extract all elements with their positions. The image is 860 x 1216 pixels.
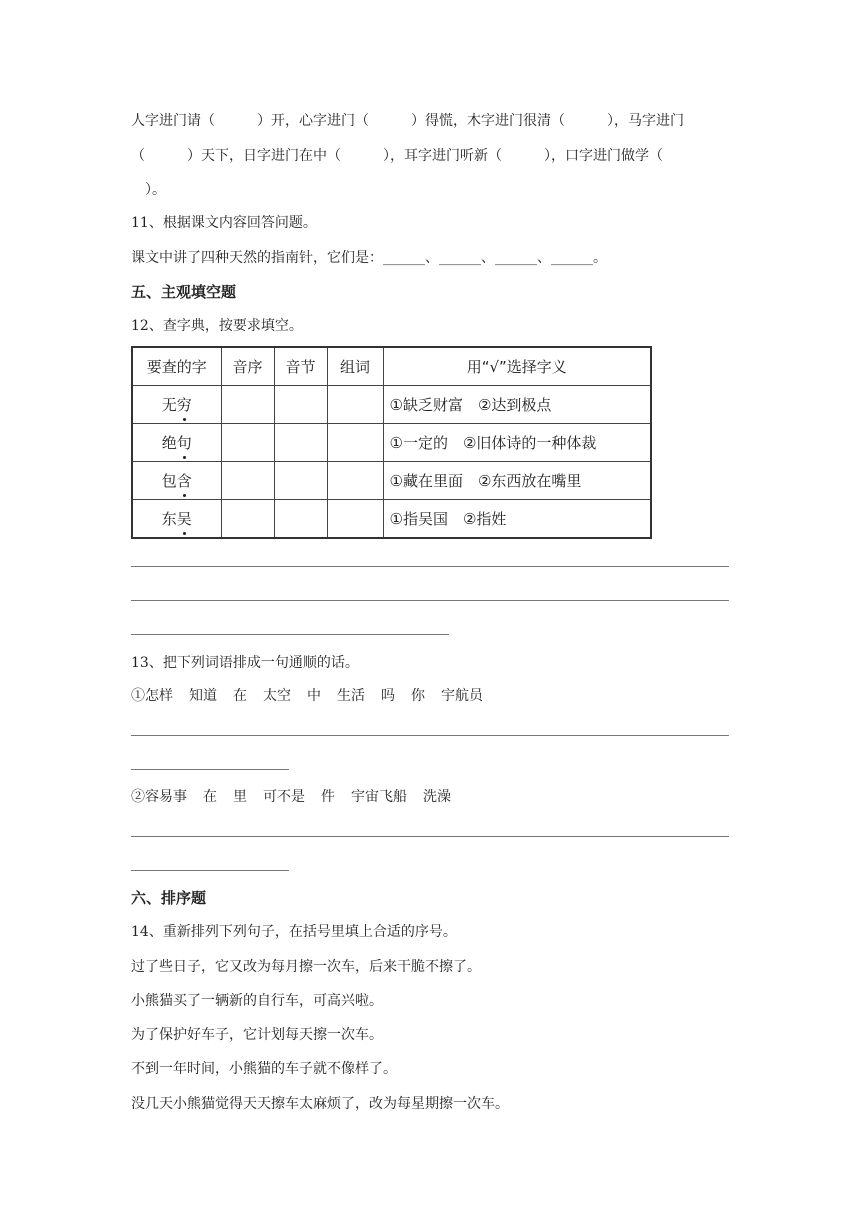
q10-text: ），耳字进门听新（ <box>383 148 502 164</box>
dictionary-table <box>131 346 652 539</box>
answer-line[interactable] <box>131 600 729 601</box>
q10-text: ），马字进门 <box>607 113 684 129</box>
word: 太空 <box>263 688 291 704</box>
table-row <box>132 386 651 424</box>
yinjie-cell[interactable] <box>274 424 327 462</box>
yinxu-cell[interactable] <box>221 386 274 424</box>
answer-line[interactable] <box>131 870 289 871</box>
q10-text: （ <box>131 148 145 164</box>
zuci-cell[interactable] <box>327 462 383 500</box>
yinjie-cell[interactable] <box>274 500 327 539</box>
table-row <box>132 424 651 462</box>
table-header: 组词 <box>327 347 383 386</box>
word-cell: 绝句 <box>132 424 221 462</box>
word: 宇航员 <box>441 688 483 704</box>
q10-text: 人字进门请（ <box>131 113 215 129</box>
yinxu-cell[interactable] <box>221 424 274 462</box>
yinjie-cell[interactable] <box>274 462 327 500</box>
meaning-cell: ①指吴国 ②指姓 <box>383 500 651 539</box>
meaning-cell: ①一定的 ②旧体诗的一种体裁 <box>383 424 651 462</box>
table-header: 用“√”选择字义 <box>383 347 651 386</box>
word-cell: 东吴 <box>132 500 221 539</box>
word: 在 <box>233 688 247 704</box>
word-cell: 包含 <box>132 462 221 500</box>
word: 在 <box>203 789 217 805</box>
table-header: 音节 <box>274 347 327 386</box>
q10-text: ），口字进门做学（ <box>544 148 663 164</box>
section-6-heading: 六、排序题 <box>131 889 207 907</box>
zuci-cell[interactable] <box>327 424 383 462</box>
word: 容易事 <box>145 789 187 805</box>
table-row <box>132 462 651 500</box>
word: 吗 <box>381 688 395 704</box>
word: 件 <box>321 789 335 805</box>
zuci-cell[interactable] <box>327 500 383 539</box>
q10-text: ）天下，日字进门在中（ <box>187 148 341 164</box>
q10-text: ）开，心字进门（ <box>257 113 369 129</box>
meaning-cell: ①藏在里面 ②东西放在嘴里 <box>383 462 651 500</box>
yinjie-cell[interactable] <box>274 386 327 424</box>
zuci-cell[interactable] <box>327 386 383 424</box>
section-5-heading: 五、主观填空题 <box>131 283 237 301</box>
answer-line[interactable] <box>131 735 729 736</box>
word: 里 <box>233 789 247 805</box>
q10-line-1 <box>131 111 684 131</box>
q13-item-2: ②容易事 在 里 可不是 件 宇宙飞船 洗澡 <box>131 789 451 805</box>
yinxu-cell[interactable] <box>221 462 274 500</box>
q11-title: 11、根据课文内容回答问题。 <box>131 215 317 231</box>
word: 洗澡 <box>423 789 451 805</box>
q14-sentence: 没几天小熊猫觉得天天擦车太麻烦了，改为每星期擦一次车。 <box>131 1096 509 1112</box>
table-row <box>132 500 651 539</box>
answer-line[interactable] <box>131 634 449 635</box>
q14-title: 14、重新排列下列句子，在括号里填上合适的序号。 <box>131 924 457 940</box>
q13-title: 13、把下列词语排成一句通顺的话。 <box>131 655 359 671</box>
answer-line[interactable] <box>131 836 729 837</box>
word: 知道 <box>189 688 217 704</box>
answer-line[interactable] <box>131 566 729 567</box>
yinxu-cell[interactable] <box>221 500 274 539</box>
q14-sentence: 为了保护好车子，它计划每天擦一次车。 <box>131 1027 383 1043</box>
meaning-cell: ①缺乏财富 ②达到极点 <box>383 386 651 424</box>
q14-sentence: 小熊猫买了一辆新的自行车，可高兴啦。 <box>131 993 383 1009</box>
word: 你 <box>411 688 425 704</box>
q10-line-3: ）。 <box>145 182 166 198</box>
q14-sentence: 过了些日子，它又改为每月擦一次车，后来干脆不擦了。 <box>131 959 481 975</box>
table-header: 音序 <box>221 347 274 386</box>
table-header-row <box>132 347 651 386</box>
q10-line-2 <box>131 146 677 166</box>
answer-line[interactable] <box>131 769 289 770</box>
table-header: 要查的字 <box>132 347 221 386</box>
word: 生活 <box>337 688 365 704</box>
q13-item-1: ①怎样 知道 在 太空 中 生活 吗 你 宇航员 <box>131 688 483 704</box>
q10-text: ）得慌，木字进门很清（ <box>411 113 565 129</box>
word: 中 <box>307 688 321 704</box>
q11-text: 课文中讲了四种天然的指南针，它们是：______、______、______、______。 <box>131 250 607 266</box>
q14-sentence: 不到一年时间，小熊猫的车子就不像样了。 <box>131 1061 397 1077</box>
word: 宇宙飞船 <box>351 789 407 805</box>
word: 怎样 <box>145 688 173 704</box>
word-cell: 无穷 <box>132 386 221 424</box>
q12-title: 12、查字典，按要求填空。 <box>131 318 303 334</box>
word: 可不是 <box>263 789 305 805</box>
